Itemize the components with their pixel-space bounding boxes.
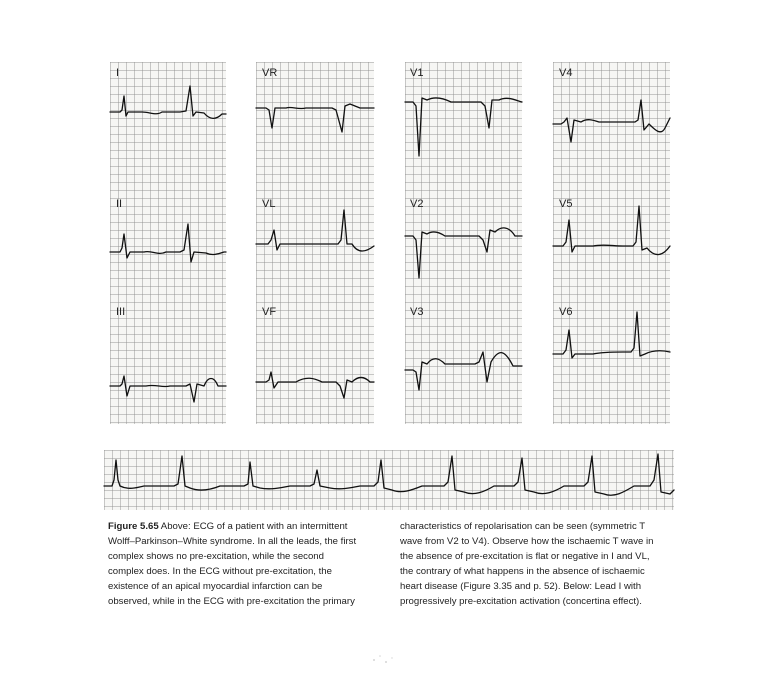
lead-label-vr: VR [262,67,278,79]
caption-line: complex does. In the ECG without pre-excitation, the [108,566,332,577]
ecg-trace-ii [110,180,226,300]
lead-label-v2: V2 [410,198,424,210]
caption-line: progressively pre-excitation activation (concertina effect). [400,596,642,607]
lead-label-v1: V1 [410,67,424,79]
ecg-trace-vl [256,180,374,300]
lead-label-vl: VL [262,198,276,210]
caption-line: Figure 5.65 Above: ECG of a patient with an intermittent [108,521,348,532]
caption-line: complex shows no pre-excitation, while the second [108,551,324,562]
ecg-trace-v4 [553,62,670,182]
caption-line: observed, while in the ECG with pre-excitation the primary [108,596,355,607]
caption-line: the absence of pre-excitation is flat or negative in I and VL, [400,551,650,562]
ecg-trace-i [110,62,226,182]
ecg-trace-v2 [405,180,522,300]
caption-line: heart disease (Figure 3.35 and p. 52). Below: Lead I with [400,581,642,592]
caption-line: characteristics of repolarisation can be seen (symmetric T [400,521,646,532]
caption-line: existence of an apical myocardial infarction can be [108,581,323,592]
lead-label-v5: V5 [559,198,573,210]
lead-label-v4: V4 [559,67,573,79]
ecg-trace-vf [256,300,374,420]
figure-caption-right [400,519,700,609]
ecg-trace-iii [110,300,226,420]
caption-line: the contrary of what happens in the absence of ischaemic [400,566,645,577]
ecg-trace-v5 [553,180,670,300]
lead-label-vf: VF [262,306,277,318]
ecg-trace-vr [256,62,374,182]
figure-label: Figure 5.65 [108,521,159,532]
figure-caption-left [108,519,393,609]
ecg-trace-rhythm-strip-i [104,450,674,510]
caption-line: wave from V2 to V4). Observe how the ischaemic T wave in [400,536,654,547]
lead-label-i: I [116,67,120,79]
ecg-trace-v3 [405,300,522,420]
lead-label-iii: III [116,306,126,318]
ecg-trace-v6 [553,300,670,420]
lead-label-v6: V6 [559,306,573,318]
lead-label-ii: II [116,198,123,210]
lead-label-v3: V3 [410,306,424,318]
ecg-trace-v1 [405,62,522,182]
scan-smudge [368,650,398,670]
caption-line: Wolff–Parkinson–White syndrome. In all the leads, the first [108,536,357,547]
